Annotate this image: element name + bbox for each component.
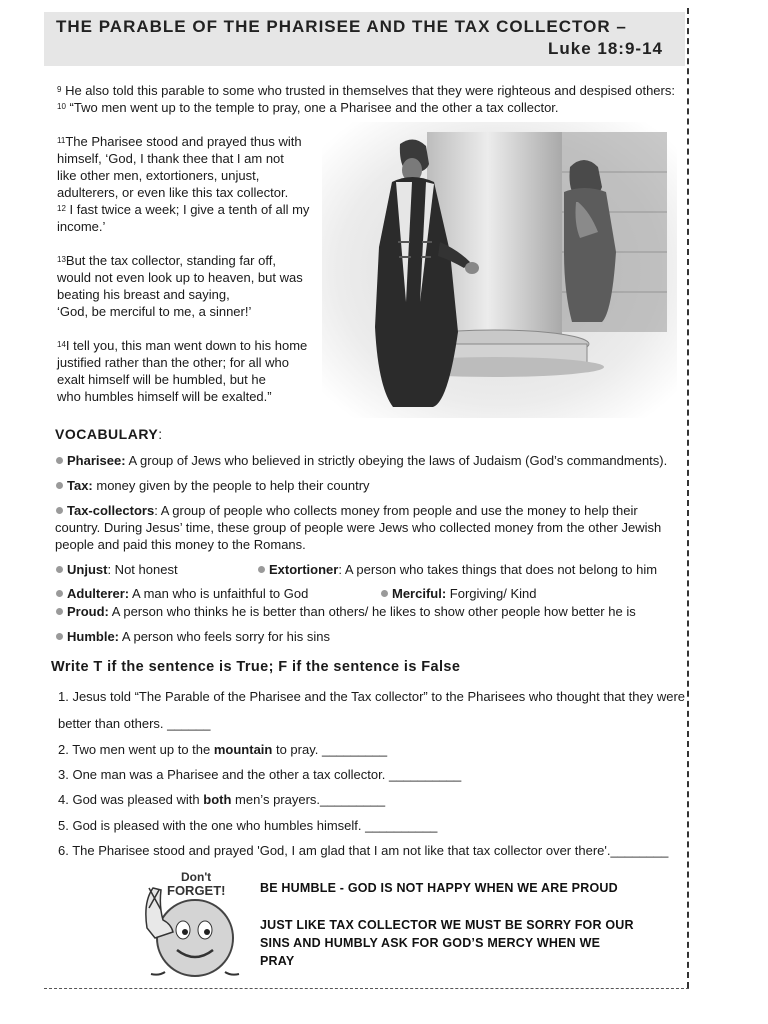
bullet-icon: [381, 590, 388, 597]
verse-11-line: like other men, extortioners, unjust,: [57, 168, 260, 183]
bullet-icon: [56, 566, 63, 573]
verse-12-line: income.’: [57, 219, 106, 234]
bullet-icon: [56, 590, 63, 597]
vocab-extortioner: Extortioner: A person who takes things that does not belong to him: [258, 561, 657, 578]
vocab-humble: Humble: A person who feels sorry for his sins: [56, 628, 330, 645]
bullet-icon: [56, 507, 63, 514]
vocab-tax-collectors-cont: people and paid this money to the Romans.: [55, 537, 306, 552]
reminder-message-2-line: PRAY: [260, 954, 295, 968]
question-5: 5. God is pleased with the one who humbles himself. __________: [58, 818, 438, 833]
vocab-merciful: Merciful: Forgiving/ Kind: [381, 585, 537, 602]
vocabulary-heading: VOCABULARY:: [55, 426, 163, 442]
verse-12-line: $^{12}$ I fast twice a week; I give a tenth of all my: [57, 202, 310, 217]
verse-14-line: exalt himself will be humbled, but he: [57, 372, 266, 387]
badge-text-forget: FORGET!: [167, 883, 226, 898]
vocab-tax-collectors: Tax-collectors: A group of people who collects money from people and use the money to help their: [56, 502, 638, 519]
vocab-pharisee: Pharisee: A group of Jews who believed in strictly obeying the laws of Judaism (God’s commandments).: [56, 452, 667, 469]
verse-14-line: who humbles himself will be exalted.”: [57, 389, 272, 404]
bullet-icon: [56, 633, 63, 640]
bullet-icon: [258, 566, 265, 573]
question-6: 6. The Pharisee stood and prayed 'God, I am glad that I am not like that tax collector over there'.________: [58, 843, 669, 858]
true-false-heading: Write T if the sentence is True; F if the sentence is False: [51, 659, 461, 675]
reminder-message-2-line: SINS AND HUMBLY ASK FOR GOD’S MERCY WHEN WE: [260, 936, 601, 950]
verse-11-line: himself, ‘God, I thank thee that I am not: [57, 151, 284, 166]
verse-11-line: $^{11}$The Pharisee stood and prayed thus with: [57, 134, 302, 149]
verse-10: $^{10}$ “Two men went up to the temple to pray, one a Pharisee and the other a tax collector.: [57, 100, 559, 115]
badge-text-dont: Don't: [181, 870, 212, 884]
vocab-tax: Tax: money given by the people to help their country: [56, 477, 370, 494]
verse-13-line: would not even look up to heaven, but was: [57, 270, 303, 285]
verse-13-line: ‘God, be merciful to me, a sinner!’: [57, 304, 252, 319]
title-banner: [44, 12, 685, 66]
verse-14-line: justified rather than the other; for all who: [57, 355, 289, 370]
reminder-message-1: BE HUMBLE - GOD IS NOT HAPPY WHEN WE ARE PROUD: [260, 881, 618, 895]
bullet-icon: [56, 457, 63, 464]
verse-11-line: adulterers, or even like this tax collector.: [57, 185, 289, 200]
vocab-tax-collectors-cont: country. During Jesus’ time, these group of people were Jews who collected money from the other Jewish: [55, 520, 662, 535]
scripture-reference: Luke 18:9-14: [548, 39, 663, 58]
vocab-unjust: Unjust: Not honest: [56, 561, 178, 578]
reminder-message-2-line: JUST LIKE TAX COLLECTOR WE MUST BE SORRY FOR OUR: [260, 918, 634, 932]
question-1-line-1: 1. Jesus told “The Parable of the Pharisee and the Tax collector” to the Pharisees who thought that they were: [58, 689, 686, 704]
question-4: 4. God was pleased with both men’s prayers._________: [58, 792, 386, 807]
dont-forget-mascot-icon: [125, 868, 250, 980]
verse-9: $^9$ He also told this parable to some who trusted in themselves that they were righteous and despised others:: [57, 83, 675, 98]
bullet-icon: [56, 608, 63, 615]
question-2: 2. Two men went up to the mountain to pray. _________: [58, 742, 388, 757]
verse-13-line: $^{13}$But the tax collector, standing far off,: [57, 253, 276, 268]
question-3: 3. One man was a Pharisee and the other a tax collector. __________: [58, 767, 462, 782]
page-border-right: [687, 8, 689, 988]
verse-13-line: beating his breast and saying,: [57, 287, 230, 302]
vocab-adulterer: Adulterer: A man who is unfaithful to God: [56, 585, 308, 602]
pharisee-and-tax-collector-illustration: [322, 122, 677, 418]
worksheet-title: THE PARABLE OF THE PHARISEE AND THE TAX COLLECTOR –: [56, 17, 627, 36]
page-border-bottom: [44, 988, 689, 989]
bullet-icon: [56, 482, 63, 489]
verse-14-line: $^{14}$I tell you, this man went down to his home: [57, 338, 308, 353]
vocab-proud: Proud: A person who thinks he is better than others/ he likes to show other people how better he is: [56, 603, 636, 620]
question-1-line-2: better than others. ______: [58, 716, 211, 731]
